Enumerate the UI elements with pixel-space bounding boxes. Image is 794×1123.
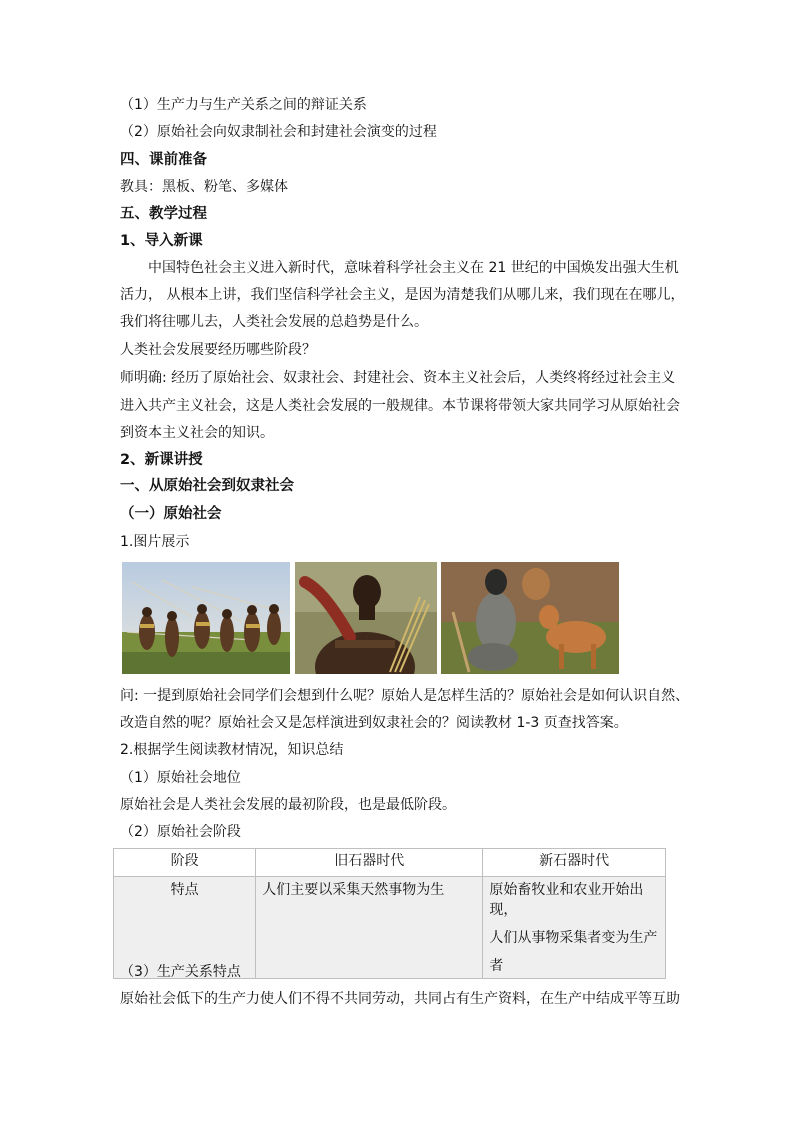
heading-primitive-to-slave: 一、从原始社会到奴隶社会	[120, 478, 294, 494]
teaching-tools: 教具：黑板、粉笔、多媒体	[120, 179, 288, 195]
objective-item-2: （2）原始社会向奴隶制社会和封建社会演变的过程	[120, 124, 437, 140]
point-relations-heading: （3）生产关系特点	[120, 964, 241, 980]
table-header-row	[114, 849, 666, 877]
teacher-answer-line-3: 到资本主义社会的知识。	[120, 425, 274, 441]
stages-table	[113, 848, 666, 979]
summary-intro: 2.根据学生阅读教材情况，知识总结	[120, 742, 344, 758]
table-cell-paleolithic: 人们主要以采集天然事物为生	[256, 877, 483, 979]
table-header-stage: 阶段	[114, 849, 256, 877]
point-relations-text: 原始社会低下的生产力使人们不得不共同劳动，共同占有生产资料，在生产中结成平等互助	[120, 991, 680, 1007]
table-cell-neolithic	[483, 877, 666, 979]
question-line-1: 问: 一提到原始社会同学们会想到什么呢？原始人是怎样生活的？原始社会是如何认识自然、	[120, 688, 690, 704]
table-row-label: 特点	[114, 877, 256, 979]
question-stages: 人类社会发展要经历哪些阶段？	[120, 342, 316, 358]
intro-paragraph-line-3: 我们将往哪儿去，人类社会发展的总趋势是什么。	[120, 314, 428, 330]
intro-paragraph-line-1: 中国特色社会主义进入新时代，意味着科学社会主义在 21 世纪的中国焕发出强大生机	[148, 260, 679, 276]
picture-display-label: 1.图片展示	[120, 534, 190, 550]
point-status-text: 原始社会是人类社会发展的最初阶段，也是最低阶段。	[120, 797, 456, 813]
intro-paragraph-line-2: 活力， 从根本上讲，我们坚信科学社会主义，是因为清楚我们从哪儿来，我们现在在哪儿，	[120, 287, 685, 303]
photo-hunter-with-bow	[295, 562, 437, 674]
teacher-answer-line-2: 进入共产主义社会，这是人类社会发展的一般规律。本节课将带领大家共同学习从原始社会	[120, 398, 680, 414]
objective-item-1: （1）生产力与生产关系之间的辩证关系	[120, 97, 367, 113]
neolithic-line-3: 者	[489, 958, 504, 974]
heading-primitive-society: （一）原始社会	[120, 506, 222, 522]
point-status-heading: （1）原始社会地位	[120, 770, 241, 786]
table-header-neolithic: 新石器时代	[483, 849, 666, 877]
section-heading-process: 五、教学过程	[120, 206, 207, 222]
table-header-paleolithic: 旧石器时代	[256, 849, 483, 877]
neolithic-line-2: 人们从事物采集者变为生产	[489, 930, 658, 946]
subheading-intro: 1、导入新课	[120, 233, 203, 249]
photo-tribal-warriors	[122, 562, 290, 674]
section-heading-preparation: 四、课前准备	[120, 152, 207, 168]
subheading-new-lesson: 2、新课讲授	[120, 452, 203, 468]
photo-man-with-dog	[441, 562, 619, 674]
point-stages-heading: （2）原始社会阶段	[120, 824, 241, 840]
question-line-2: 改造自然的呢？原始社会又是怎样演进到奴隶社会的？阅读教材 1-3 页查找答案。	[120, 715, 628, 731]
teacher-answer-line-1: 师明确: 经历了原始社会、奴隶社会、封建社会、资本主义社会后，人类终将经过社会主义	[120, 370, 676, 386]
neolithic-line-1: 原始畜牧业和农业开始出现，	[489, 882, 644, 918]
